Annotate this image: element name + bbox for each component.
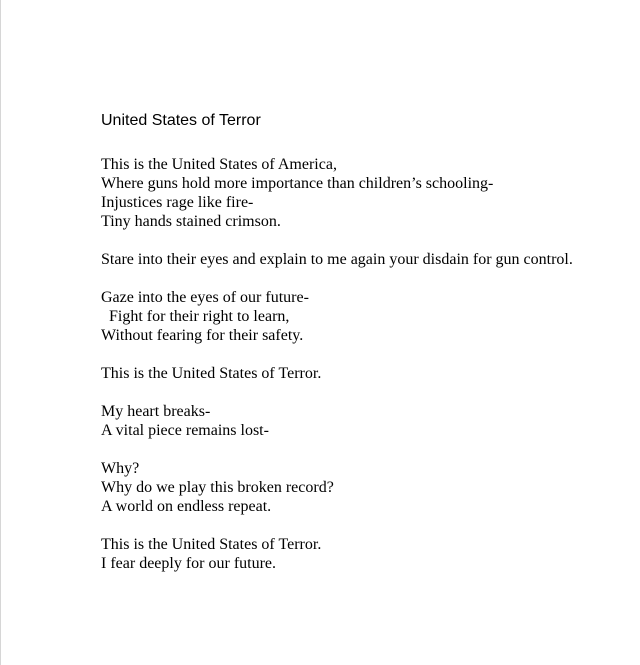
poem-line: Why? [101, 460, 140, 477]
poem-body [101, 155, 631, 592]
poem-line: A vital piece remains lost- [101, 422, 269, 439]
poem-line: This is the United States of America, [101, 156, 337, 173]
stanza [101, 288, 631, 345]
stanza [101, 402, 631, 440]
poem-line: This is the United States of Terror. [101, 536, 322, 553]
poem-line: Without fearing for their safety. [101, 327, 304, 344]
poem-line: A world on endless repeat. [101, 498, 272, 515]
stanza [101, 155, 631, 231]
poem-line: Fight for their right to learn, [101, 308, 290, 325]
stanza [101, 364, 631, 383]
poem-line: Injustices rage like fire- [101, 194, 254, 211]
stanza [101, 250, 631, 269]
poem-line: Where guns hold more importance than children’s schooling- [101, 175, 494, 192]
poem-line: Stare into their eyes and explain to me again your disdain for gun control. [101, 251, 573, 268]
poem-line: This is the United States of Terror. [101, 365, 322, 382]
poem-line: Gaze into the eyes of our future- [101, 289, 309, 306]
poem-line: I fear deeply for our future. [101, 555, 277, 572]
stanza [101, 535, 631, 573]
stanza [101, 459, 631, 516]
poem-line: My heart breaks- [101, 403, 211, 420]
poem-line: Why do we play this broken record? [101, 479, 334, 496]
poem-title: United States of Terror [101, 112, 261, 129]
poem-line: Tiny hands stained crimson. [101, 213, 281, 230]
